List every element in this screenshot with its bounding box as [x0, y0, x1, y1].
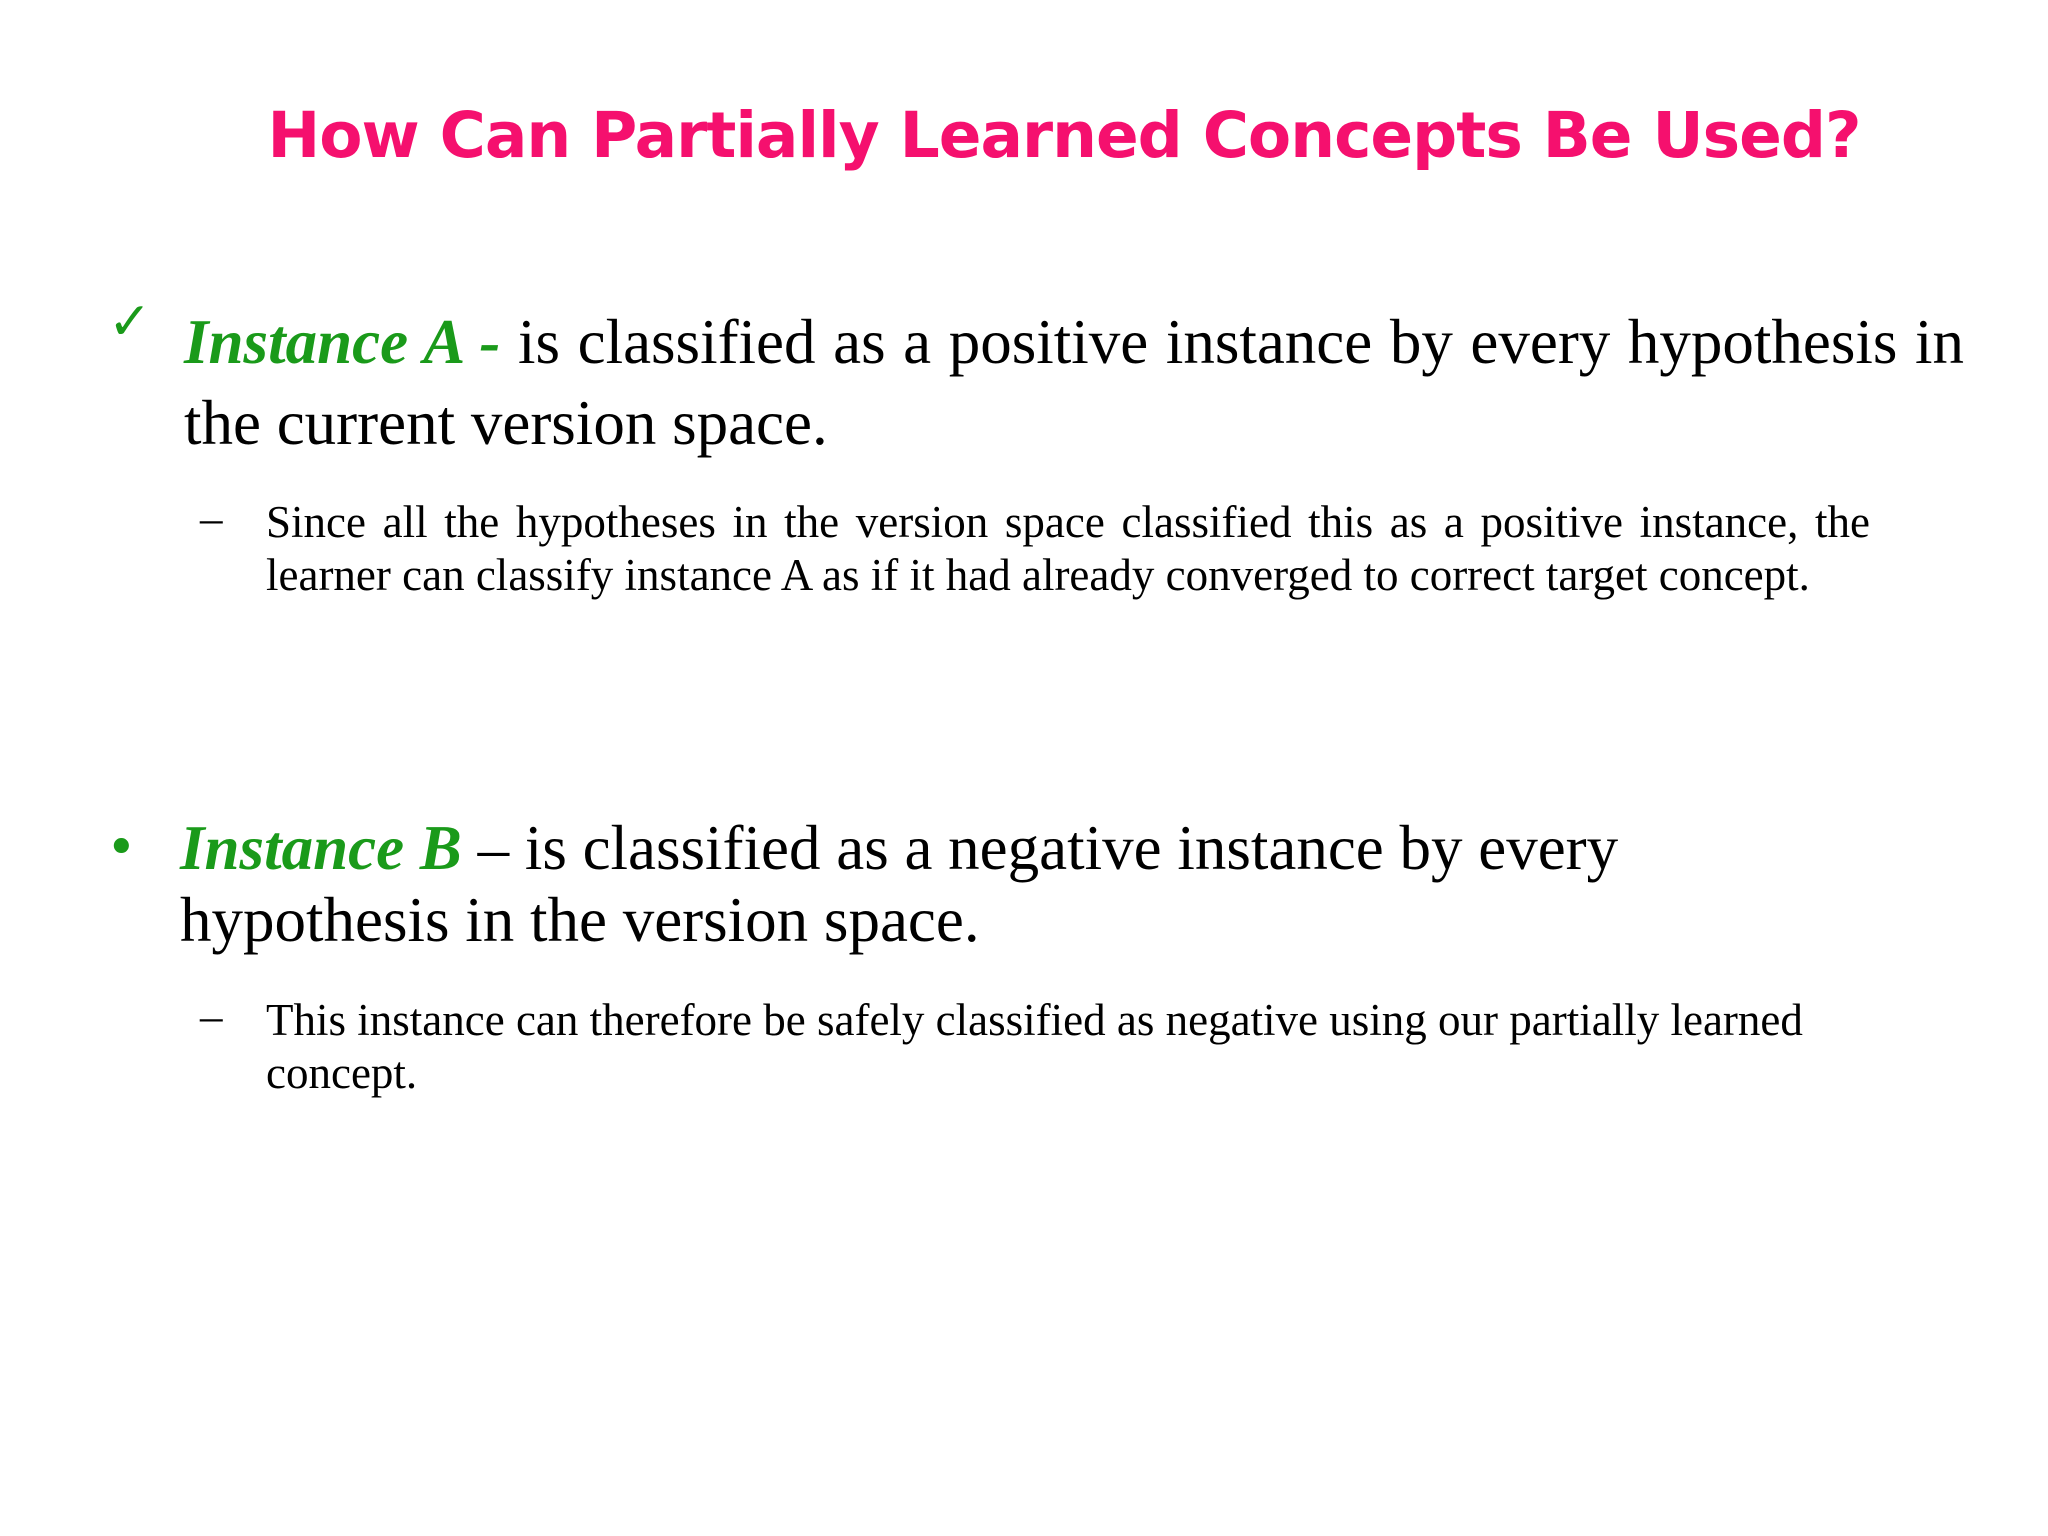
- bullet-dot-icon: •: [106, 818, 137, 878]
- instance-a-subpoint-text: Since all the hypotheses in the version space classified this as a positive instance, the learner can classify instance A as if it had already converged to correct target concept.: [266, 497, 1870, 600]
- instance-b-label: Instance B: [180, 813, 462, 883]
- bullet-instance-b-text: [180, 812, 1740, 956]
- instance-b-subpoint-text: This instance can therefore be safely classified as negative using our partially learned concept.: [266, 995, 1803, 1098]
- bullet-instance-b: [180, 812, 1740, 956]
- instance-b-subpoint: [266, 994, 1876, 1100]
- instance-a-label: Instance A -: [184, 307, 501, 377]
- instance-a-subpoint: [266, 496, 1870, 602]
- bullet-instance-a: [184, 302, 1964, 464]
- instance-a-description: is classified as a positive instance by every hypothesis in the current version space.: [184, 307, 1964, 458]
- instance-b-description: – is classified as a negative instance by every hypothesis in the version space.: [180, 813, 1619, 955]
- slide-title: [0, 98, 2048, 174]
- checkmark-icon: ✓: [108, 292, 152, 352]
- slide-title-text: How Can Partially Learned Concepts Be Used?: [267, 99, 1861, 172]
- sub-bullet-dash-icon-2: –: [200, 991, 223, 1041]
- bullet-instance-a-text: [184, 302, 1964, 464]
- sub-bullet-dash-icon: –: [200, 493, 223, 543]
